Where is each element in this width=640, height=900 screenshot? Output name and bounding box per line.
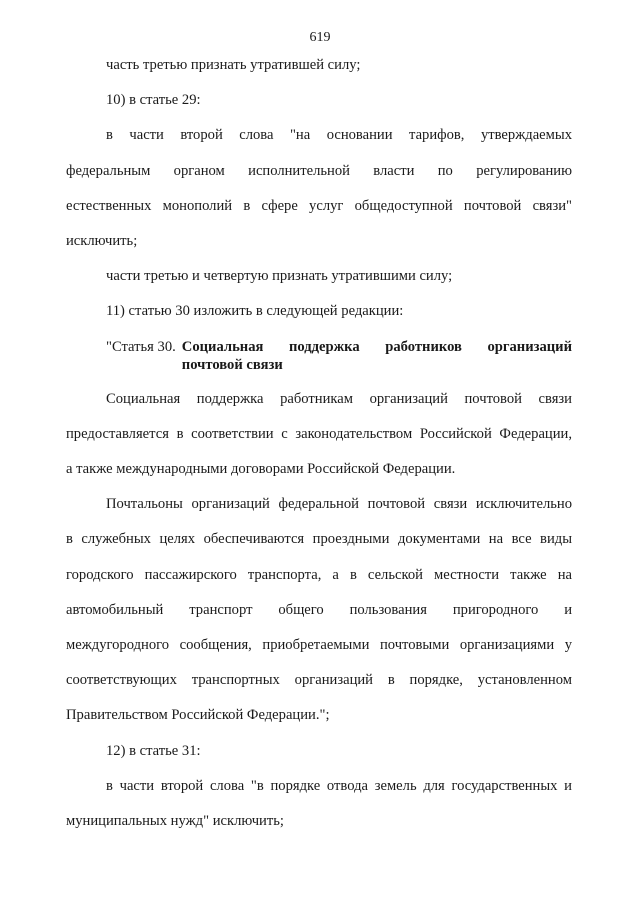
text-line: в служебных целях обеспечиваются проездными документами на все виды xyxy=(66,531,572,548)
text-line: части третью и четвертую признать утратившими силу; xyxy=(106,268,453,285)
text-line: в части второй слова "на основании тарифов, утверждаемых xyxy=(106,127,572,144)
list-item-12: 12) в статье 31: xyxy=(106,742,201,759)
text-line: в части второй слова "в порядке отвода земель для государственных и xyxy=(106,777,572,794)
text-line: Социальная поддержка работникам организаций почтовой связи xyxy=(106,390,572,407)
page-number: 619 xyxy=(309,30,331,45)
list-item-10: 10) в статье 29: xyxy=(106,92,201,109)
text-line: междугородного сообщения, приобретаемыми почтовыми организациями у xyxy=(66,637,572,654)
text-line: часть третью признать утратившей силу; xyxy=(106,57,361,73)
document-body xyxy=(66,48,572,839)
text-line: Правительством Российской Федерации."; xyxy=(66,707,330,724)
article-label: "Статья 30. xyxy=(106,338,176,355)
article-title-line-2: почтовой связи xyxy=(181,356,283,373)
list-item-11: 11) статью 30 изложить в следующей редакции: xyxy=(106,303,404,320)
text-line: городского пассажирского транспорта, а в сельской местности также на xyxy=(66,566,572,583)
text-line: муниципальных нужд" исключить; xyxy=(66,813,284,830)
article-heading xyxy=(66,338,572,374)
text-line: а также международными договорами Российской Федерации. xyxy=(66,461,456,478)
article-title-line-1: Социальная поддержка работников организаций xyxy=(181,338,572,355)
text-line: автомобильный транспорт общего пользования пригородного и xyxy=(66,601,572,618)
article-title xyxy=(182,338,572,374)
text-line: Почтальоны организаций федеральной почтовой связи исключительно xyxy=(106,496,572,513)
text-line: предоставляется в соответствии с законодательством Российской Федерации, xyxy=(66,425,572,442)
text-line: федеральным органом исполнительной власти по регулированию xyxy=(66,162,572,179)
text-line: естественных монополий в сфере услуг общедоступной почтовой связи" xyxy=(66,197,572,214)
text-line: соответствующих транспортных организаций в порядке, установленном xyxy=(66,672,572,689)
text-line: исключить; xyxy=(66,233,138,250)
